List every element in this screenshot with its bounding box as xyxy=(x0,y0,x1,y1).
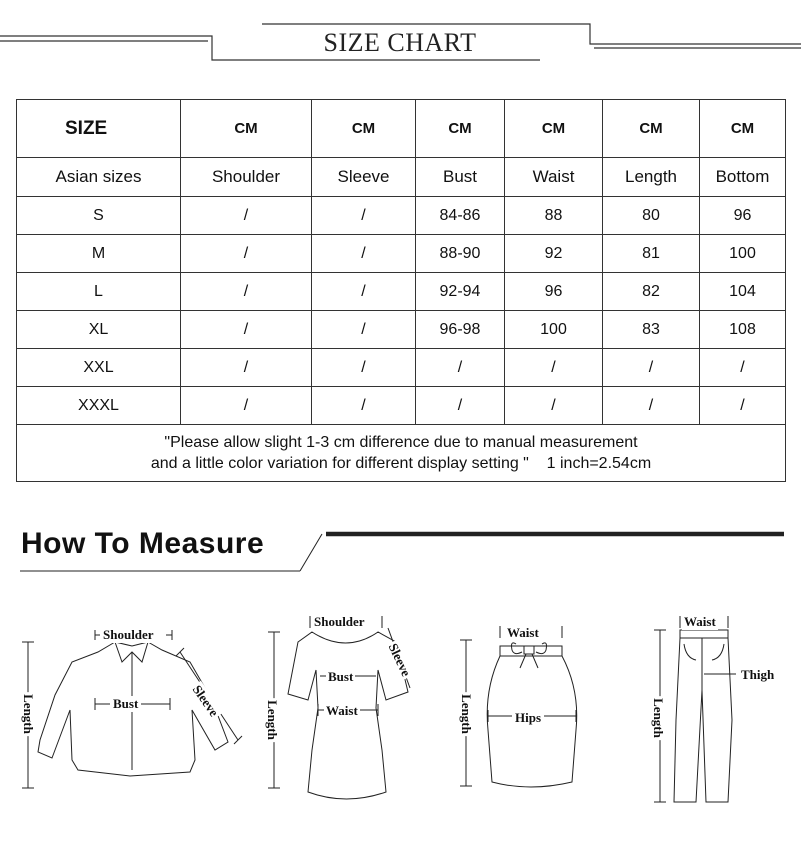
table-row xyxy=(17,311,786,349)
table-cell: / xyxy=(416,387,505,425)
table-cell: 96-98 xyxy=(416,311,505,349)
table-cell: / xyxy=(312,197,416,235)
table-row xyxy=(17,349,786,387)
subheader-cell: Sleeve xyxy=(312,158,416,197)
table-row xyxy=(17,197,786,235)
how-to-measure-header-lines xyxy=(0,520,801,580)
shirt-length-label: Length xyxy=(20,694,36,734)
skirt-waist-label: Waist xyxy=(507,625,539,640)
subheader-cell: Waist xyxy=(505,158,603,197)
table-cell: 92-94 xyxy=(416,273,505,311)
table-subheader-row xyxy=(17,158,786,197)
table-row xyxy=(17,387,786,425)
dress-length-label: Length xyxy=(264,700,280,740)
table-cell: 92 xyxy=(505,235,603,273)
subheader-cell: Length xyxy=(603,158,700,197)
table-cell: / xyxy=(312,311,416,349)
table-cell: 88-90 xyxy=(416,235,505,273)
table-cell: / xyxy=(603,349,700,387)
table-cell: 96 xyxy=(505,273,603,311)
table-cell: / xyxy=(181,349,312,387)
table-cell: L xyxy=(17,273,181,311)
table-header-row xyxy=(17,100,786,158)
table-cell: XXL xyxy=(17,349,181,387)
table-cell: XXXL xyxy=(17,387,181,425)
pants-thigh-label: Thigh xyxy=(741,667,775,682)
table-cell: / xyxy=(416,349,505,387)
table-row xyxy=(17,273,786,311)
shirt-shoulder-label: Shoulder xyxy=(103,627,154,642)
table-cell: 104 xyxy=(700,273,786,311)
note-row xyxy=(17,425,786,482)
table-cell: / xyxy=(312,235,416,273)
table-cell: / xyxy=(505,387,603,425)
table-cell: 83 xyxy=(603,311,700,349)
table-cell: / xyxy=(181,311,312,349)
table-cell: 100 xyxy=(700,235,786,273)
table-cell: 80 xyxy=(603,197,700,235)
pants-length-label: Length xyxy=(650,698,666,738)
how-to-measure-title: How To Measure xyxy=(21,527,265,560)
table-cell: / xyxy=(505,349,603,387)
dress-shoulder-label: Shoulder xyxy=(314,614,365,629)
header-cell: CM xyxy=(181,100,312,158)
table-cell: / xyxy=(312,349,416,387)
table-row xyxy=(17,235,786,273)
header-cell: SIZE xyxy=(17,100,181,158)
table-cell: / xyxy=(181,235,312,273)
shirt-sleeve-label: Sleeve xyxy=(188,681,223,722)
dress-bust-label: Bust xyxy=(328,669,354,684)
header-cell: CM xyxy=(416,100,505,158)
note-line-2: and a little color variation for different display setting " xyxy=(150,455,529,472)
shirt-bust-label: Bust xyxy=(110,696,141,712)
skirt-length-label: Length xyxy=(458,694,474,734)
table-cell: 82 xyxy=(603,273,700,311)
measurement-note xyxy=(17,425,786,482)
table-cell: / xyxy=(603,387,700,425)
table-cell: S xyxy=(17,197,181,235)
size-chart-title: SIZE CHART xyxy=(323,28,477,57)
skirt-hips-label: Hips xyxy=(512,710,544,726)
note-line-1: "Please allow slight 1-3 cm difference due to manual measurement xyxy=(164,434,638,451)
table-cell: 100 xyxy=(505,311,603,349)
table-cell: 81 xyxy=(603,235,700,273)
dress-sleeve-label: Sleeve xyxy=(384,639,415,681)
table-cell: / xyxy=(700,387,786,425)
header-cell: CM xyxy=(603,100,700,158)
table-cell: 88 xyxy=(505,197,603,235)
header-cell: CM xyxy=(312,100,416,158)
table-cell: 84-86 xyxy=(416,197,505,235)
pants-waist-label: Waist xyxy=(684,614,716,629)
header-cell: CM xyxy=(700,100,786,158)
subheader-cell: Bust xyxy=(416,158,505,197)
subheader-cell: Bottom xyxy=(700,158,786,197)
table-cell: / xyxy=(312,387,416,425)
dress-waist-label: Waist xyxy=(326,703,358,718)
header-cell: CM xyxy=(505,100,603,158)
table-cell: / xyxy=(312,273,416,311)
table-cell: 108 xyxy=(700,311,786,349)
subheader-cell: Shoulder xyxy=(181,158,312,197)
table-cell: / xyxy=(700,349,786,387)
table-cell: 96 xyxy=(700,197,786,235)
table-cell: / xyxy=(181,197,312,235)
size-table xyxy=(16,99,786,482)
table-cell: XL xyxy=(17,311,181,349)
inch-conversion: 1 inch=2.54cm xyxy=(546,455,652,472)
subheader-cell: Asian sizes xyxy=(17,158,181,197)
table-cell: / xyxy=(181,387,312,425)
table-cell: / xyxy=(181,273,312,311)
table-cell: M xyxy=(17,235,181,273)
